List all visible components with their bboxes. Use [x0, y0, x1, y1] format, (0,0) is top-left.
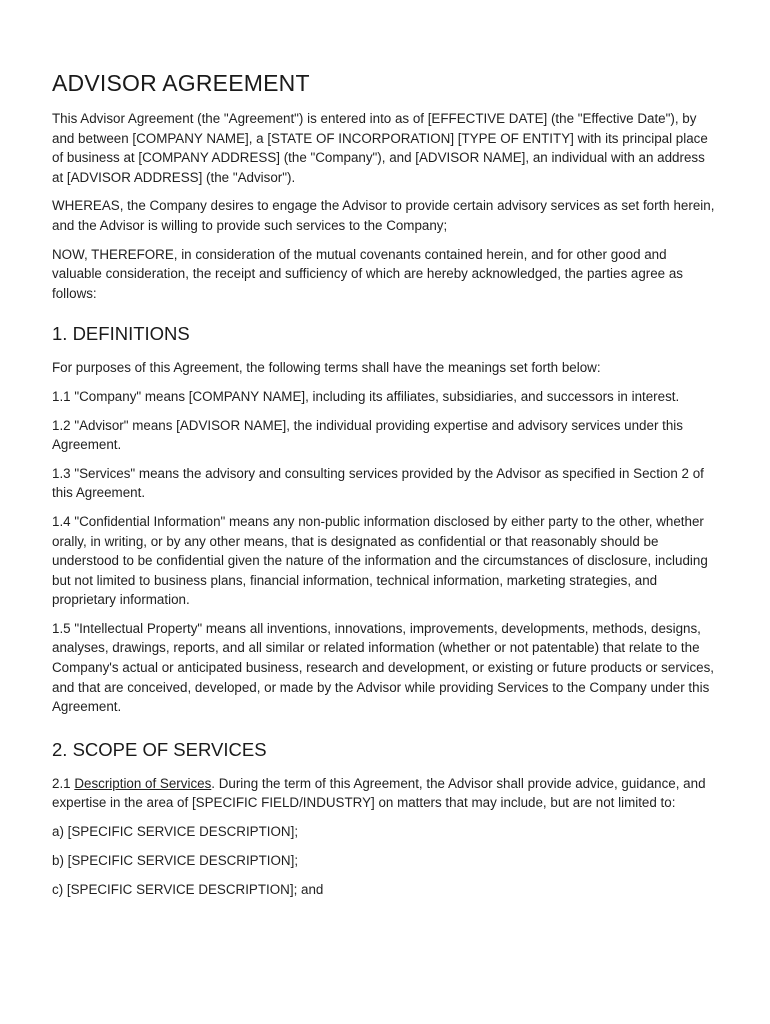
whereas-paragraph: WHEREAS, the Company desires to engage the Advisor to provide certain advisory services as set forth herein, and the Advisor is willing to provide such services to the Company; [52, 198, 715, 233]
clause-number: 2.1 [52, 775, 75, 791]
definitions-lead: For purposes of this Agreement, the following terms shall have the meanings set forth below: [52, 360, 601, 376]
definition-advisor: 1.2 "Advisor" means [ADVISOR NAME], the individual providing expertise and advisory services under this Agreement. [52, 417, 683, 453]
definition-services: 1.3 "Services" means the advisory and consulting services provided by the Advisor as specified in Section 2 of this Agreement. [52, 465, 704, 501]
intro-paragraph: This Advisor Agreement (the "Agreement") is entered into as of [EFFECTIVE DATE] (the "Effective Date"), by and between [COMPANY NAME], a [STATE OF INCORPORATION] [TYPE OF ENTITY] with its principal place of business at [COMPANY ADDRESS] (the "Company"), and [ADVISOR NAME], an individual with an address at [ADVISOR ADDRESS] (the "Advisor"). [52, 111, 708, 185]
section-1-heading: 1. DEFINITIONS [52, 323, 190, 345]
list-item: b) [SPECIFIC SERVICE DESCRIPTION]; [52, 853, 299, 869]
clause-body: . During the term of this Agreement, the Advisor shall provide advice, guidance, and expertise in the area of [SPECIFIC FIELD/INDUSTRY] on matters that may include, but are not limited to: [52, 775, 706, 811]
document-title: ADVISOR AGREEMENT [52, 70, 310, 96]
section-2-heading: 2. SCOPE OF SERVICES [52, 738, 267, 760]
document-page [52, 70, 717, 909]
definition-confidential-information: 1.4 "Confidential Information" means any non-public information disclosed by either party to the other, whether orally, in writing, or by any other means, that is designated as confidential or that reasonably should be understood to be confidential given the nature of the information and the circumstances of disclosure, including but not limited to business plans, financial information, technical information, marketing strategies, and proprietary information. [52, 513, 708, 608]
definition-company: 1.1 "Company" means [COMPANY NAME], including its affiliates, subsidiaries, and successors in interest. [52, 388, 680, 404]
list-item: a) [SPECIFIC SERVICE DESCRIPTION]; [52, 824, 299, 840]
now-therefore-paragraph: NOW, THEREFORE, in consideration of the mutual covenants contained herein, and for other good and valuable consideration, the receipt and sufficiency of which are hereby acknowledged, the parties agree as follows: [52, 246, 683, 301]
service-list [52, 822, 717, 900]
clause-title: Description of Services [74, 775, 212, 791]
list-item: c) [SPECIFIC SERVICE DESCRIPTION]; and [52, 882, 324, 898]
description-of-services-paragraph [52, 774, 717, 813]
definition-intellectual-property: 1.5 "Intellectual Property" means all inventions, innovations, improvements, developments, methods, designs, analyses, drawings, reports, and all similar or related information (whether or not patentable) that relate to the Company's actual or anticipated business, research and development, or existing or future products or services, and that are conceived, developed, or made by the Advisor while providing Services to the Company under this Agreement. [52, 620, 715, 715]
